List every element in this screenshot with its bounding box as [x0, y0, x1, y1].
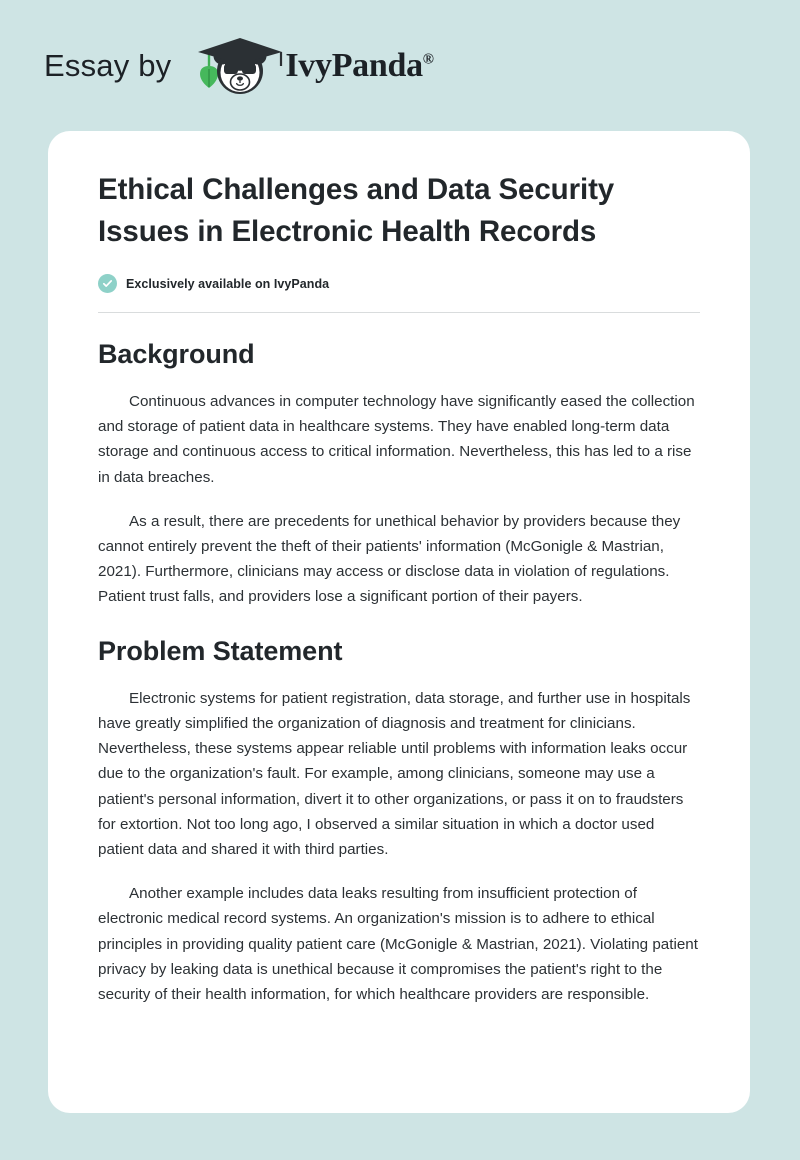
document-section — [98, 339, 700, 610]
panda-graduate-icon — [185, 33, 289, 99]
header-divider — [98, 312, 700, 313]
body-paragraph: Another example includes data leaks resulting from insufficient protection of electronic medical record systems. An organization's mission is to adhere to ethical principles in providing quality patient care (McGonigle & Mastrian, 2021). Violating patient privacy by leaking data is unethical because it compromises the patient's right to the security of their health information, for which healthcare providers are responsible. — [98, 885, 698, 1003]
ivypanda-logo[interactable] — [185, 33, 433, 99]
essay-by-label: Essay by — [44, 48, 172, 83]
body-paragraph: Electronic systems for patient registration, data storage, and further use in hospitals have greatly simplified the organization of diagnosis and treatment for clinicians. Nevertheless, these systems appear reliable until problems with information leaks occur due to the organization's fault. For example, among clinicians, someone may use a patient's personal information, divert it to other organizations, or pass it on to fraudsters for extortion. Not too long ago, I observed a similar situation in which a doctor used patient data and shared it with third parties. — [98, 689, 691, 858]
registered-trademark-symbol: ® — [422, 51, 434, 68]
wordmark-text: IvyPanda — [285, 46, 423, 84]
ivypanda-wordmark — [285, 46, 434, 84]
section-heading: Background — [98, 339, 255, 369]
section-heading: Problem Statement — [98, 635, 343, 666]
check-circle-icon — [98, 274, 117, 293]
brand-header — [0, 0, 800, 131]
body-paragraph: As a result, there are precedents for unethical behavior by providers because they cannot entirely prevent the theft of their patients' information (McGonigle & Mastrian, 2021). Furthermore, clinicians may access or disclose data in violation of regulations. Patient trust falls, and providers lose a significant portion of their payers. — [98, 512, 681, 606]
status-badge — [98, 274, 700, 293]
status-badge-label: Exclusively available on IvyPanda — [126, 276, 330, 291]
document-section — [98, 636, 700, 1007]
page-title: Ethical Challenges and Data Security Issues in Electronic Health Records — [98, 173, 615, 248]
document-card — [48, 131, 750, 1113]
body-paragraph: Continuous advances in computer technology have significantly eased the collection and storage of patient data in healthcare systems. They have enabled long-term data storage and continuous access to critical information. Nevertheless, this has led to a rise in data breaches. — [98, 393, 695, 486]
